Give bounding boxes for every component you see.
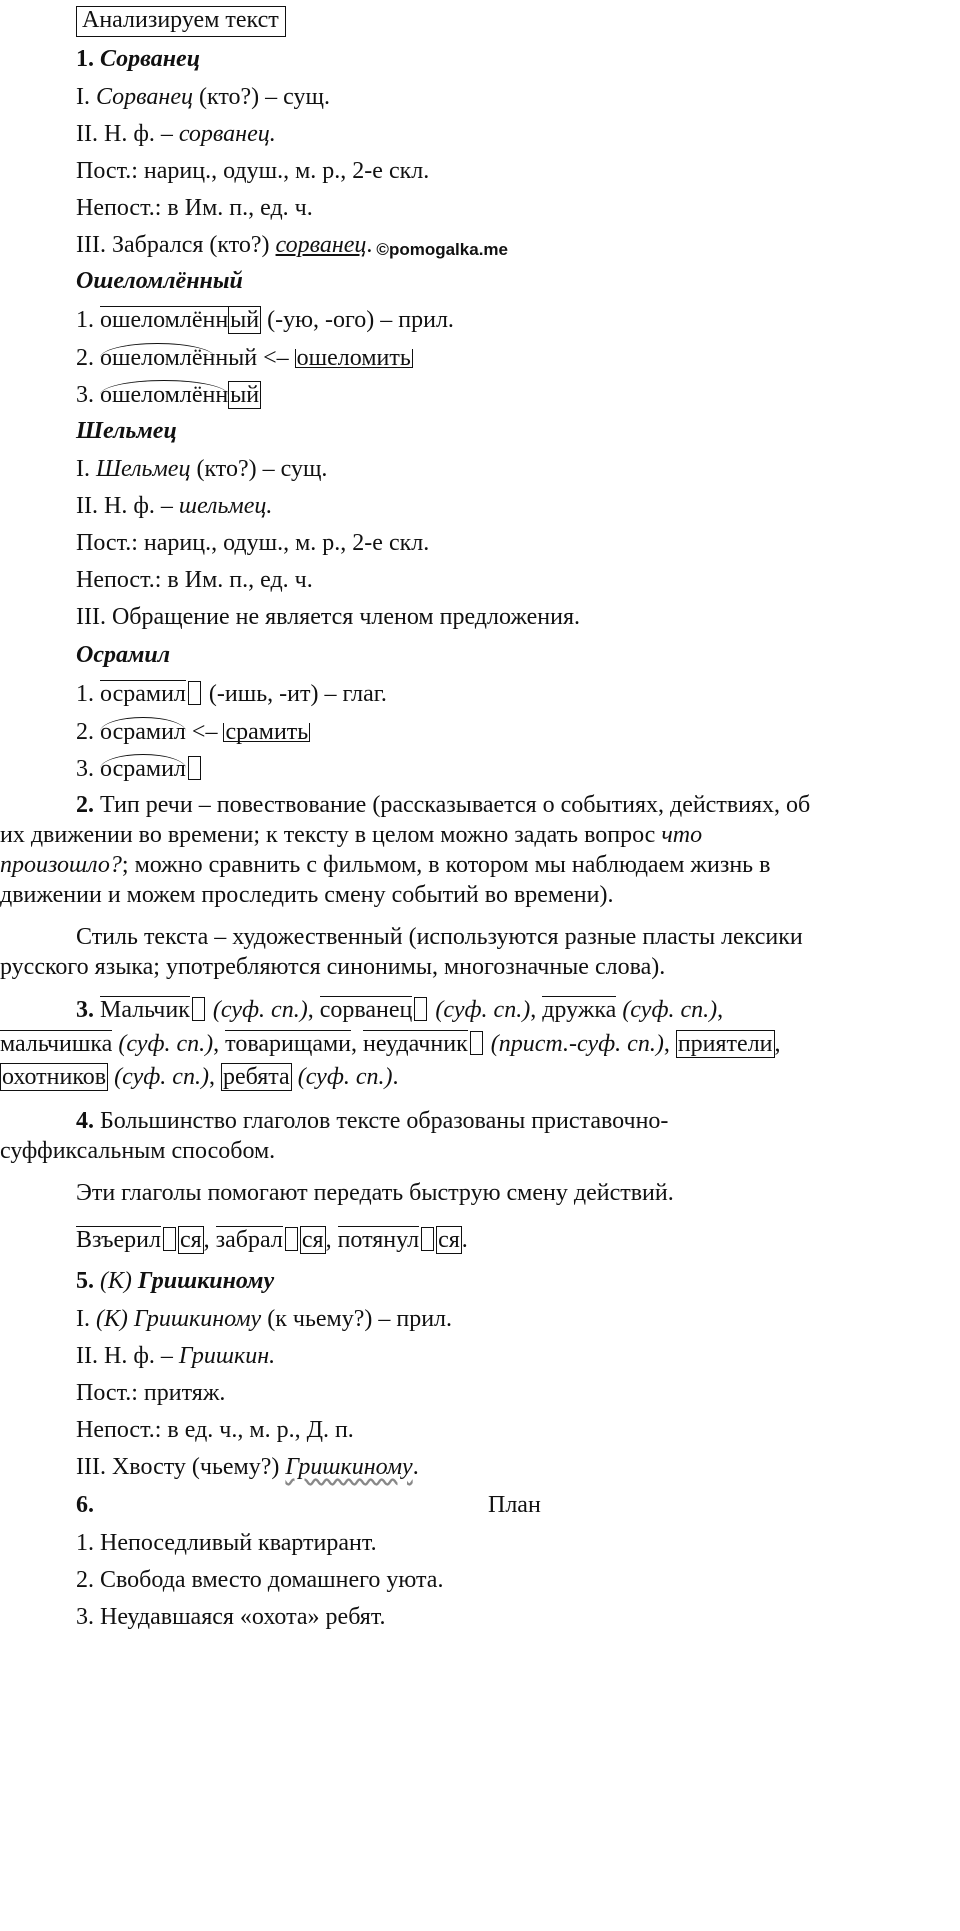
morphemic-line: Взъерил ся, забрал ся, потянул ся.	[76, 1227, 468, 1253]
analysis-line: II. Н. ф. – Гришкин.	[76, 1343, 276, 1369]
morphemic-line: 2. осрамил <– срамить	[76, 719, 309, 745]
ending-box	[188, 756, 201, 780]
analysis-line: I. Сорванец (кто?) – сущ.	[76, 84, 330, 110]
plan-title: План	[488, 1492, 541, 1518]
section-title: Анализируем текст	[76, 6, 286, 37]
paragraph-line: мальчишка (суф. сп.), товарищами, неудачник (прист.-суф. сп.), приятели,	[0, 1031, 781, 1057]
analysis-line: Непост.: в Им. п., ед. ч.	[76, 195, 313, 221]
morphemic-line: 1. ошеломлённый (-ую, -ого) – прил.	[76, 307, 454, 333]
analysis-line: III. Обращение не является членом предложения.	[76, 604, 581, 630]
paragraph-line: суффиксальным способом.	[0, 1138, 276, 1164]
analysis-line: Пост.: нариц., одуш., м. р., 2-е скл.	[76, 530, 430, 556]
plan-item: 1. Непоседливый квартирант.	[76, 1530, 377, 1556]
word-heading: Ошеломлённый	[76, 268, 243, 294]
paragraph-line: движении и можем проследить смену событий во времени).	[0, 882, 614, 908]
analysis-line: Непост.: в Им. п., ед. ч.	[76, 567, 313, 593]
paragraph-line: 3. Мальчик (суф. сп.), сорванец (суф. сп.), дружка (суф. сп.),	[76, 997, 724, 1023]
analysis-line: III. Хвосту (чьему?) Гришкиному.	[76, 1454, 419, 1480]
watermark: ©pomogalka.me	[376, 240, 508, 259]
paragraph-line: охотников (суф. сп.), ребята (суф. сп.).	[2, 1064, 399, 1090]
analysis-line: II. Н. ф. – сорванец.	[76, 121, 276, 147]
plan-item: 2. Свобода вместо домашнего уюта.	[76, 1567, 444, 1593]
paragraph-line: Эти глаголы помогают передать быструю смену действий.	[76, 1180, 674, 1206]
ending-box	[188, 681, 201, 705]
paragraph-line: их движении во времени; к тексту в целом можно задать вопрос что	[0, 822, 703, 848]
plan-number: 6.	[76, 1492, 94, 1518]
paragraph-line: 4. Большинство глаголов тексте образованы приставочно-	[76, 1108, 669, 1134]
analysis-line: II. Н. ф. – шельмец.	[76, 493, 273, 519]
paragraph-line: русского языка; употребляются синонимы, многозначные слова).	[0, 954, 666, 980]
morphemic-line: 3. ошеломлённый	[76, 382, 260, 408]
paragraph-line: Стиль текста – художественный (используются разные пласты лексики	[76, 924, 803, 950]
word-heading-1: 1. Сорванец	[76, 46, 201, 72]
word-heading: Осрамил	[76, 642, 171, 668]
section-header	[76, 6, 286, 37]
plan-item: 3. Неудавшаяся «охота» ребят.	[76, 1604, 386, 1630]
paragraph-line: произошло?; можно сравнить с фильмом, в котором мы наблюдаем жизнь в	[0, 852, 771, 878]
morphemic-line: 3. осрамил	[76, 754, 203, 784]
analysis-line: I. Шельмец (кто?) – сущ.	[76, 456, 328, 482]
morphemic-line: 1. осрамил (-ишь, -ит) – глаг.	[76, 681, 387, 707]
word-heading: Шельмец	[76, 418, 177, 444]
analysis-line: Пост.: нариц., одуш., м. р., 2-е скл.	[76, 158, 430, 184]
analysis-line: Пост.: притяж.	[76, 1380, 226, 1406]
analysis-line: III. Забрался (кто?) сорванец. ©pomogalka.me	[76, 232, 508, 259]
analysis-line: I. (К) Гришкиному (к чьему?) – прил.	[76, 1306, 453, 1332]
morphemic-line: 2. ошеломлённый <– ошеломить	[76, 345, 411, 371]
word-heading-5: 5. (К) Гришкиному	[76, 1268, 275, 1294]
analysis-line: Непост.: в ед. ч., м. р., Д. п.	[76, 1417, 354, 1443]
paragraph-line: 2. Тип речи – повествование (рассказывается о событиях, действиях, об	[76, 792, 811, 818]
